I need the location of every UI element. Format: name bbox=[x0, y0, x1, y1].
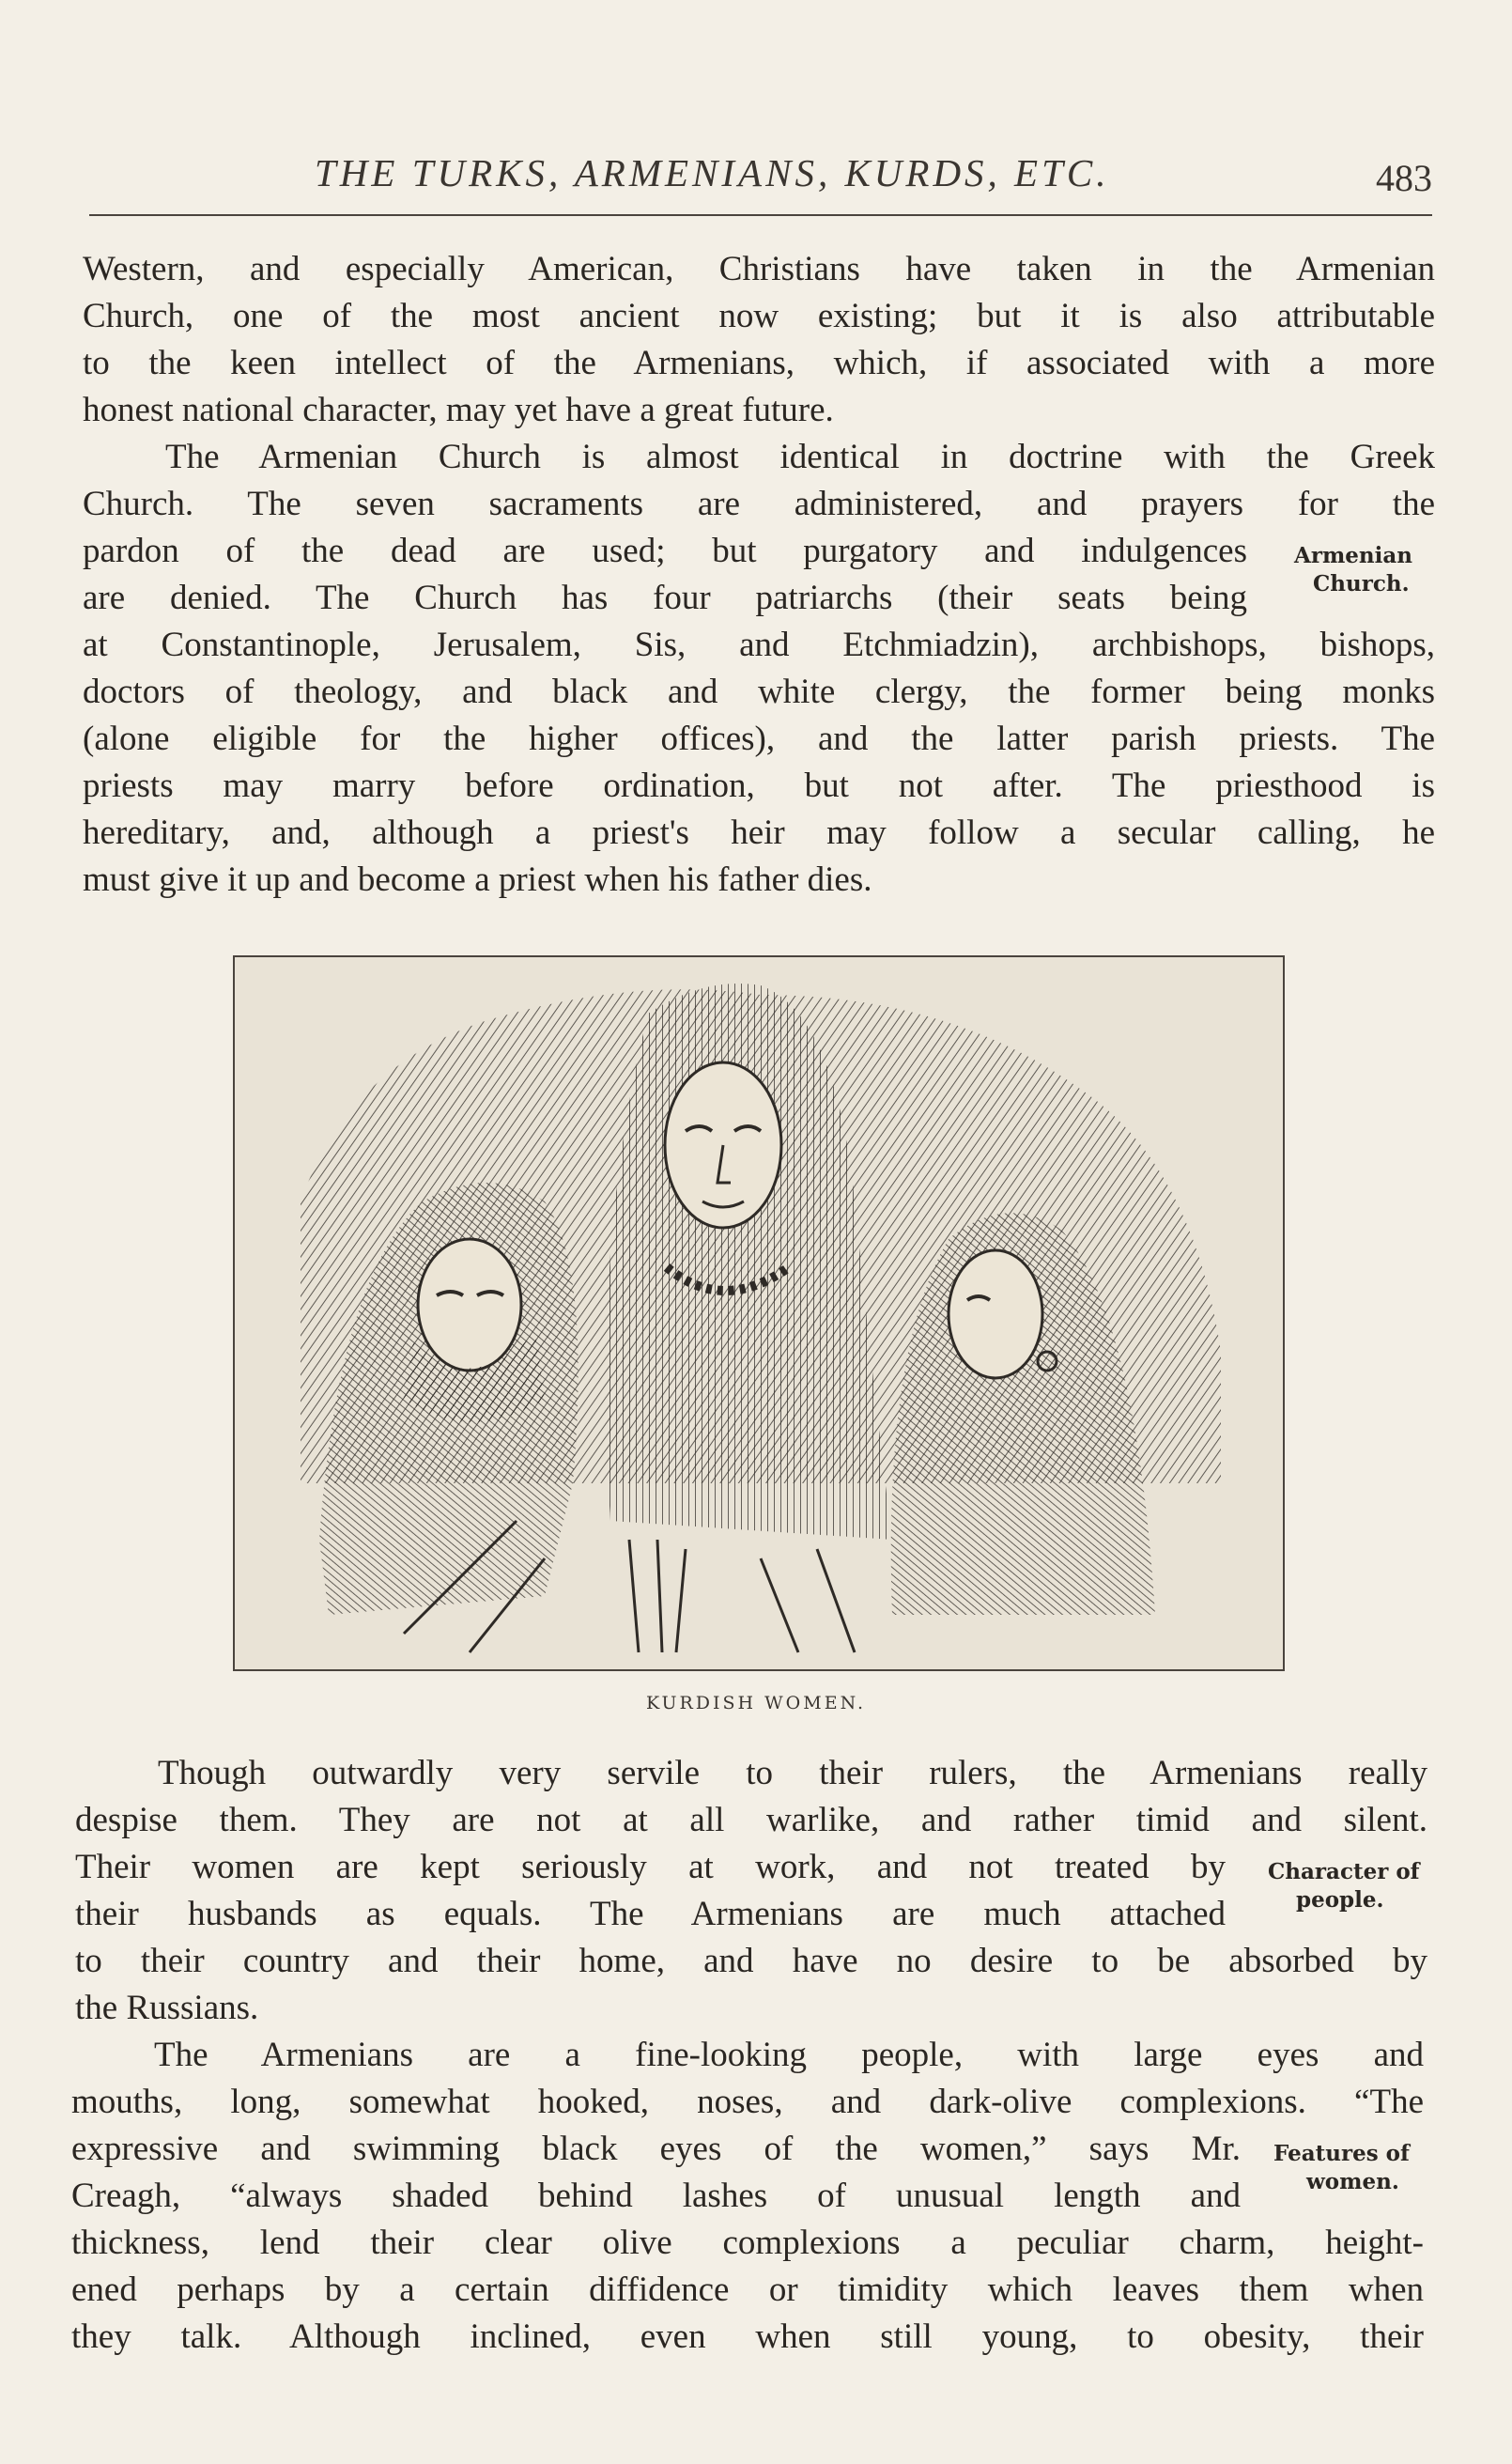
text-line: mouths, long, somewhat hooked, noses, and dark-olive complexions. “The bbox=[71, 2083, 1424, 2121]
text-line: their husbands as equals. The Armenians are much attached bbox=[75, 1895, 1226, 1933]
sidenote-line: Armenian bbox=[1294, 543, 1413, 568]
text-line: (alone eligible for the higher offices), and the latter parish priests. The bbox=[83, 720, 1435, 758]
text-line: priests may marry before ordination, but not after. The priesthood is bbox=[83, 767, 1435, 805]
text-line: hereditary, and, although a priest's heir may follow a secular calling, he bbox=[83, 814, 1435, 852]
text-line: ened perhaps by a certain diffidence or timidity which leaves them when bbox=[71, 2270, 1424, 2309]
sidenote-armenian-church bbox=[1294, 542, 1454, 598]
text-line: despise them. They are not at all warlike, and rather timid and silent. bbox=[75, 1801, 1427, 1839]
paragraph-1 bbox=[83, 246, 1435, 434]
engraving-image bbox=[235, 957, 1283, 1669]
text-line: must give it up and become a priest when his father dies. bbox=[83, 860, 872, 899]
text-line: to the keen intellect of the Armenians, which, if associated with a more bbox=[83, 344, 1435, 382]
text-line: Creagh, “always shaded behind lashes of unusual length and bbox=[71, 2177, 1241, 2215]
text-line: Church, one of the most ancient now existing; but it is also attributable bbox=[83, 297, 1435, 335]
paragraph-2 bbox=[83, 434, 1435, 904]
sidenote-line: Church. bbox=[1313, 571, 1410, 597]
text-line: they talk. Although inclined, even when still young, to obesity, their bbox=[71, 2317, 1424, 2356]
sidenote-line: women. bbox=[1306, 2169, 1399, 2194]
illustration-kurdish-women bbox=[233, 955, 1285, 1671]
figure-caption: KURDISH WOMEN. bbox=[645, 1693, 867, 1713]
text-line: are denied. The Church has four patriarchs (their seats being bbox=[83, 579, 1247, 617]
sidenote-line: Character of bbox=[1268, 1859, 1420, 1884]
text-line: thickness, lend their clear olive complexions a peculiar charm, height- bbox=[71, 2224, 1424, 2262]
text-line: to their country and their home, and have no desire to be absorbed by bbox=[75, 1942, 1427, 1980]
text-line: Western, and especially American, Christians have taken in the Armenian bbox=[83, 250, 1435, 288]
text-line: honest national character, may yet have a great future. bbox=[83, 391, 834, 429]
sidenote-character-of-people bbox=[1268, 1858, 1465, 1914]
sidenote-line: Features of bbox=[1273, 2141, 1410, 2166]
text-line: doctors of theology, and black and white clergy, the former being monks bbox=[83, 673, 1435, 711]
text-line: pardon of the dead are used; but purgatory and indulgences bbox=[83, 532, 1247, 570]
text-line: Though outwardly very servile to their rulers, the Armenians really bbox=[158, 1754, 1427, 1792]
page-number: 483 bbox=[1376, 157, 1432, 199]
text-line: the Russians. bbox=[75, 1989, 259, 2027]
sidenote-features-of-women bbox=[1273, 2140, 1461, 2196]
text-line: at Constantinople, Jerusalem, Sis, and Etchmiadzin), archbishops, bishops, bbox=[83, 626, 1435, 664]
text-line: The Armenians are a fine-looking people, with large eyes and bbox=[154, 2036, 1424, 2074]
running-head: THE TURKS, ARMENIANS, KURDS, ETC. bbox=[315, 151, 1110, 194]
text-line: Church. The seven sacraments are administered, and prayers for the bbox=[83, 485, 1435, 523]
page-header bbox=[89, 150, 1432, 207]
sidenote-line: people. bbox=[1296, 1887, 1384, 1913]
paragraph-4 bbox=[71, 2032, 1424, 2361]
paragraph-3 bbox=[75, 1750, 1427, 2032]
text-line: expressive and swimming black eyes of the women,” says Mr. bbox=[71, 2130, 1241, 2168]
text-line: Their women are kept seriously at work, and not treated by bbox=[75, 1848, 1226, 1886]
text-line: The Armenian Church is almost identical in doctrine with the Greek bbox=[165, 438, 1435, 476]
header-rule bbox=[89, 214, 1432, 216]
